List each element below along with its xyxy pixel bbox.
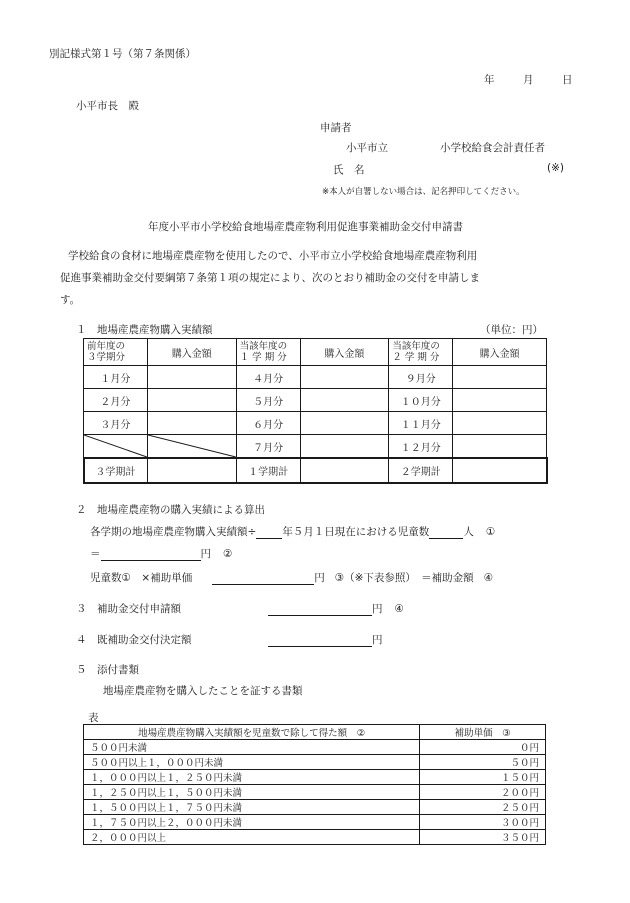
amount-cell — [300, 366, 389, 389]
intro-line-3: す。 — [60, 294, 81, 306]
table-row — [84, 755, 546, 770]
rate-table-header — [84, 725, 546, 740]
amount-cell — [453, 412, 547, 435]
rate-table — [83, 724, 546, 845]
unit-rate: ３５０円 — [420, 830, 546, 845]
prior-grant-blank — [268, 634, 372, 647]
intro-line-1: 学校給食の食材に地場産農産物を使用したので、小平市立小学校給食地場産農産物利用 — [68, 250, 478, 262]
rate-table-label: 表 — [88, 712, 99, 724]
amount-cell — [300, 412, 389, 435]
calc-text: ＝ — [90, 548, 101, 560]
month-label: １１月分 — [389, 412, 453, 435]
date-day: 日 — [562, 74, 573, 86]
amount-cell — [300, 435, 389, 458]
section3-amount — [268, 601, 404, 616]
amount-cell — [300, 389, 389, 412]
calc-text: 年５月１日現在における児童数 — [282, 526, 430, 538]
diagonal-blank-cell — [84, 435, 148, 458]
amount-cell — [453, 366, 547, 389]
calc-line-2 — [90, 546, 232, 561]
children-blank — [429, 526, 463, 539]
amount-range: ５００円以上１，０００円未満 — [84, 755, 420, 770]
header-term2: 当該年度の ２ 学 期 分 — [389, 339, 453, 366]
section1-unit: （単位：円） — [480, 324, 543, 336]
section3-heading: ３ 補助金交付申請額 — [76, 603, 181, 615]
section4-heading: ４ 既補助金交付決定額 — [76, 634, 192, 646]
month-label: ５月分 — [236, 389, 300, 412]
date-month: 月 — [523, 74, 534, 86]
header-term1: 当該年度の １ 学 期 分 — [236, 339, 300, 366]
unit-rate: ３００円 — [420, 815, 546, 830]
month-label: ３月分 — [84, 412, 148, 435]
circled-mark: ④ — [394, 603, 404, 615]
rate-blank — [212, 572, 314, 585]
month-label: ２月分 — [84, 389, 148, 412]
header-rate: 補助単価 ③ — [420, 725, 546, 740]
month-label: ９月分 — [389, 366, 453, 389]
calc-unit: 円 — [314, 572, 325, 584]
amount-cell — [453, 389, 547, 412]
totals-row — [84, 458, 547, 483]
addressee: 小平市長 殿 — [76, 100, 139, 112]
term-total-label: ２学期計 — [389, 458, 453, 483]
year-blank — [256, 526, 282, 539]
table-row — [84, 412, 547, 435]
month-label: ６月分 — [236, 412, 300, 435]
month-label: １月分 — [84, 366, 148, 389]
calc-unit: 円 — [372, 603, 383, 615]
amount-range: ５００円未満 — [84, 740, 420, 755]
amount-cell — [147, 412, 236, 435]
seal-mark: (※) — [547, 162, 564, 174]
header-amount: 購入金額 — [453, 339, 547, 366]
calc-unit: 円 — [200, 548, 211, 560]
amount-range: １，７５０円以上２，０００円未満 — [84, 815, 420, 830]
name-label: 氏 名 — [333, 164, 365, 176]
header-amount: 購入金額 — [147, 339, 236, 366]
table-row — [84, 800, 546, 815]
amount-range: １，２５０円以上１，５００円未満 — [84, 785, 420, 800]
month-label: ７月分 — [236, 435, 300, 458]
intro-line-2: 促進事業補助金交付要綱第７条第１項の規定により、次のとおり補助金の交付を申請しま — [60, 272, 480, 284]
month-label: １２月分 — [389, 435, 453, 458]
table-row — [84, 389, 547, 412]
purchase-table-header — [84, 339, 547, 366]
amount-range: １，０００円以上１，２５０円未満 — [84, 770, 420, 785]
form-id: 別記様式第１号（第７条関係） — [49, 48, 196, 60]
circled-mark: ① — [485, 526, 496, 538]
calc-text: 児童数① ×補助単価 — [90, 572, 193, 584]
table-row — [84, 366, 547, 389]
month-label: １０月分 — [389, 389, 453, 412]
calc-text: 各学期の地場産農産物購入実績額÷ — [90, 526, 257, 538]
unit-rate: ２００円 — [420, 785, 546, 800]
amount-range: １，５００円以上１，７５０円未満 — [84, 800, 420, 815]
calc-unit: 人 — [463, 526, 474, 538]
unit-rate: １５０円 — [420, 770, 546, 785]
amount-cell — [453, 435, 547, 458]
calc-line-1 — [90, 524, 495, 539]
term-total-label: ３学期計 — [84, 458, 148, 483]
term-total-label: １学期計 — [236, 458, 300, 483]
header-amount-range: 地場産農産物購入実績額を児童数で除して得た額 ② — [84, 725, 420, 740]
date-year: 年 — [484, 74, 495, 86]
signature-note: ※本人が自署しない場合は、記名押印してください。 — [322, 187, 525, 197]
unit-rate: ０円 — [420, 740, 546, 755]
circled-mark: ④ — [483, 572, 494, 584]
diagonal-blank-cell — [147, 435, 236, 458]
header-amount: 購入金額 — [300, 339, 389, 366]
applicant-label: 申請者 — [320, 122, 352, 134]
affiliation-prefix: 小平市立 — [346, 142, 388, 154]
document-title: 年度小平市小学校給食地場産農産物利用促進事業補助金交付申請書 — [148, 221, 463, 233]
calc-unit: 円 — [372, 634, 383, 646]
table-row — [84, 815, 546, 830]
calc-line-3 — [90, 570, 493, 585]
month-label: ４月分 — [236, 366, 300, 389]
unit-rate: ２５０円 — [420, 800, 546, 815]
purchase-table — [83, 338, 547, 483]
table-row — [84, 435, 547, 458]
total-cell — [147, 458, 236, 483]
section4-amount — [268, 632, 383, 647]
circled-mark: ② — [223, 548, 233, 560]
affiliation-suffix: 小学校給食会計責任者 — [440, 142, 545, 154]
section5-heading: ５ 添付書類 — [76, 664, 139, 676]
table-row — [84, 830, 546, 845]
per-child-blank — [101, 548, 201, 561]
table-row — [84, 740, 546, 755]
total-cell — [453, 458, 547, 483]
grant-request-blank — [268, 603, 372, 616]
header-prev-term: 前年度の ３学期分 — [84, 339, 148, 366]
amount-cell — [147, 389, 236, 412]
total-cell — [300, 458, 389, 483]
amount-cell — [147, 366, 236, 389]
calc-text: ③（※下表参照） ＝補助金額 — [334, 572, 474, 584]
section1-heading: １ 地場産農産物購入実績額 — [76, 324, 213, 336]
table-row — [84, 785, 546, 800]
amount-range: ２，０００円以上 — [84, 830, 420, 845]
section2-heading: ２ 地場産農産物の購入実績による算出 — [76, 504, 265, 516]
unit-rate: ５０円 — [420, 755, 546, 770]
table-row — [84, 770, 546, 785]
attachment-item: 地場産農産物を購入したことを証する書類 — [103, 685, 303, 697]
